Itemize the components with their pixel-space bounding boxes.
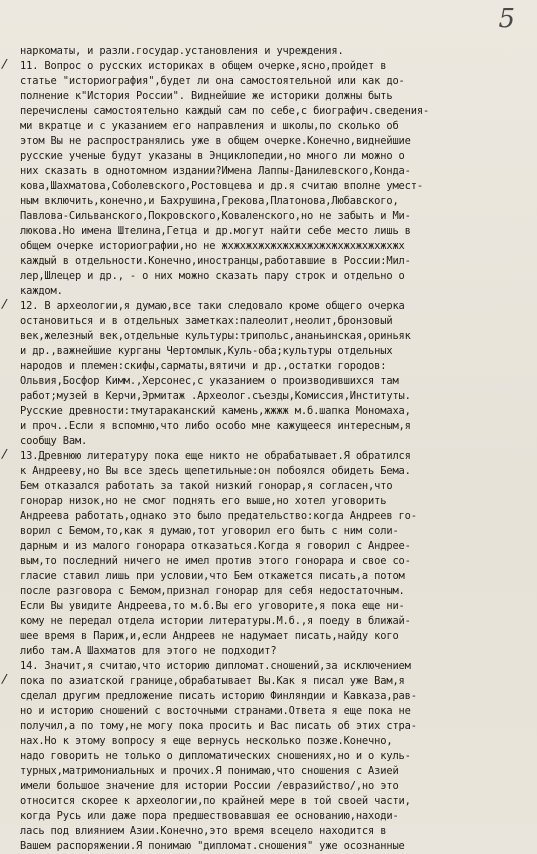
text-line: перечислены самостоятельно каждый сам по себе,с биографич.сведения- — [20, 105, 430, 117]
text-line: лась под влиянием Азии.Конечно,это время всецело находится в — [20, 825, 387, 837]
text-line: надо говорить не только о дипломатических сношениях,но и о куль- — [20, 750, 411, 762]
margin-check-mark-icon: / — [0, 446, 8, 463]
text-line: общем очерке историографии,но не жхжхжхжхжхжхжхжхжхжхжхжхжхжхжх — [20, 240, 405, 252]
typed-letter-body — [20, 44, 532, 854]
text-line: ным включить,конечно,и Бахрушина,Грекова,Платонова,Любавского, — [20, 195, 399, 207]
text-line: Бем отказался работать за такой низкий гонорар,я согласен,что — [20, 480, 393, 492]
page-number: 5 — [498, 4, 515, 34]
text-line: лер,Шлецер и др., - о них можно сказать пару строк и отдельно о — [20, 270, 405, 282]
text-line: век,железный век,отдельные культуры:трипольс,ананьинская,ориньяк — [20, 330, 411, 342]
text-line: народов и племен:скифы,сарматы,вятичи и др.,остатки городов: — [20, 360, 387, 372]
text-line: наркоматы, и разли.государ.установления и учреждения. — [20, 45, 344, 57]
text-line: 14. Значит,я считаю,что историю дипломат.сношений,за исключением — [20, 660, 411, 672]
text-line: после разговора с Бемом,признал гонорар для себя недостаточным. — [20, 585, 405, 597]
margin-check-mark-icon: / — [0, 296, 8, 313]
text-line: но и историю сношений с восточными странами.Ответа я еще пока не — [20, 705, 411, 717]
text-line: Павлова-Сильванского,Покровского,Коваленского,но не забыть и Ми- — [20, 210, 411, 222]
text-line: получил,а по тому,не могу пока просить и Вас писать об этих стра- — [20, 720, 417, 732]
text-line: Если Вы увидите Андреева,то м.б.Вы его уговорите,я пока еще ни- — [20, 600, 405, 612]
text-line: статье "историография",будет ли она самостоятельной или как до- — [20, 75, 405, 87]
text-line: дарным и из малого гонорара отказаться.Когда я говорил с Андрее- — [20, 540, 411, 552]
text-line: Ольвия,Босфор Кимм.,Херсонес,с указанием о производившихся там — [20, 375, 399, 387]
text-line: кому не передал отдела истории литературы.М.б.,я поеду в ближай- — [20, 615, 411, 627]
text-line: этом Вы не распространялись уже в общем очерке.Конечно,виднейшие — [20, 135, 411, 147]
text-line: кова,Шахматова,Соболевского,Ростовцева и др.я считаю вполне умест- — [20, 180, 423, 192]
text-line: нах.Но к этому вопросу я еще вернусь несколько позже.Конечно, — [20, 735, 393, 747]
text-line: ми вкратце и с указанием его направления и школы,по сколько об — [20, 120, 399, 132]
text-line: остановиться и в отдельных заметках:палеолит,неолит,бронзовый — [20, 315, 393, 327]
text-line: работ;музей в Керчи,Эрмитаж .Археолог.съезды,Комиссия,Институты. — [20, 390, 411, 402]
text-line: полнение к"История России". Виднейшие же историки должны быть — [20, 90, 393, 102]
text-line: 13.Древнюю литературу пока еще никто не обрабатывает.Я обратился — [20, 450, 411, 462]
text-line: каждый в отдельности.Конечно,иностранцы,работавшие в России:Мил- — [20, 255, 411, 267]
text-line: русские ученые будут указаны в Энциклопедии,но много ли можно о — [20, 150, 405, 162]
text-line: 12. В археологии,я думаю,все таки следовало кроме общего очерка — [20, 300, 405, 312]
text-line: гласие ставил лишь при условии,что Бем откажется писать,а потом — [20, 570, 405, 582]
text-line: них сказать в однотомном издании?Имена Лаппы-Данилевского,Конда- — [20, 165, 411, 177]
text-line: относится скорее к археологии,по крайней мере в той своей части, — [20, 795, 411, 807]
text-line: вым,то последний ничего не имел против этого гонорара и свое со- — [20, 555, 411, 567]
text-line: сообщу Вам. — [20, 435, 88, 447]
text-line: когда Русь или даже пора предшествовавшая ее основанию,находи- — [20, 810, 399, 822]
margin-check-mark-icon: / — [0, 56, 8, 73]
text-line: 11. Вопрос о русских историках в общем очерке,ясно,пройдет в — [20, 60, 387, 72]
text-line: Русские древности:тмутараканский камень,жжжж м.б.шапка Мономаха, — [20, 405, 411, 417]
text-line: турных,матримониальных и прочих.Я понимаю,что сношения с Азией — [20, 765, 399, 777]
text-line: имели большое значение для истории России /евразийство/,но это — [20, 780, 399, 792]
text-line: гонорар низок,но не смог поднять его выше,но хотел уговорить — [20, 495, 387, 507]
text-line: Андреева работать,однако это было предательство:когда Андреев го- — [20, 510, 417, 522]
margin-check-mark-icon: / — [0, 671, 8, 688]
text-line: люкова.Но имена Штелина,Гетца и др.могут найти себе место лишь в — [20, 225, 411, 237]
text-line: и др.,важнейшие курганы Чертомлык,Куль-оба;культуры отдельных — [20, 345, 393, 357]
text-line: к Андрееву,но Вы все здесь щепетильные:он побоялся обидеть Бема. — [20, 465, 411, 477]
text-line: шее время в Париж,и,если Андреев не надумает писать,найду кого — [20, 630, 399, 642]
text-line: сделал другим предложение писать историю Финляндии и Кавказа,рав- — [20, 690, 417, 702]
text-line: и проч..Если я вспомню,что либо особо мне кажущееся интересным,я — [20, 420, 411, 432]
text-line: ворил с Бемом,то,как я думаю,тот уговорил его быть с ним соли- — [20, 525, 399, 537]
text-line: Вашем распоряжении.Я понимаю "дипломат.сношения" уже осознанные — [20, 840, 405, 852]
text-line: пока по азиатской границе,обрабатывает Вы.Как я писал уже Вам,я — [20, 675, 405, 687]
text-line: каждом. — [20, 285, 63, 297]
text-line: либо там.А Шахматов для этого не подходит? — [20, 645, 277, 657]
